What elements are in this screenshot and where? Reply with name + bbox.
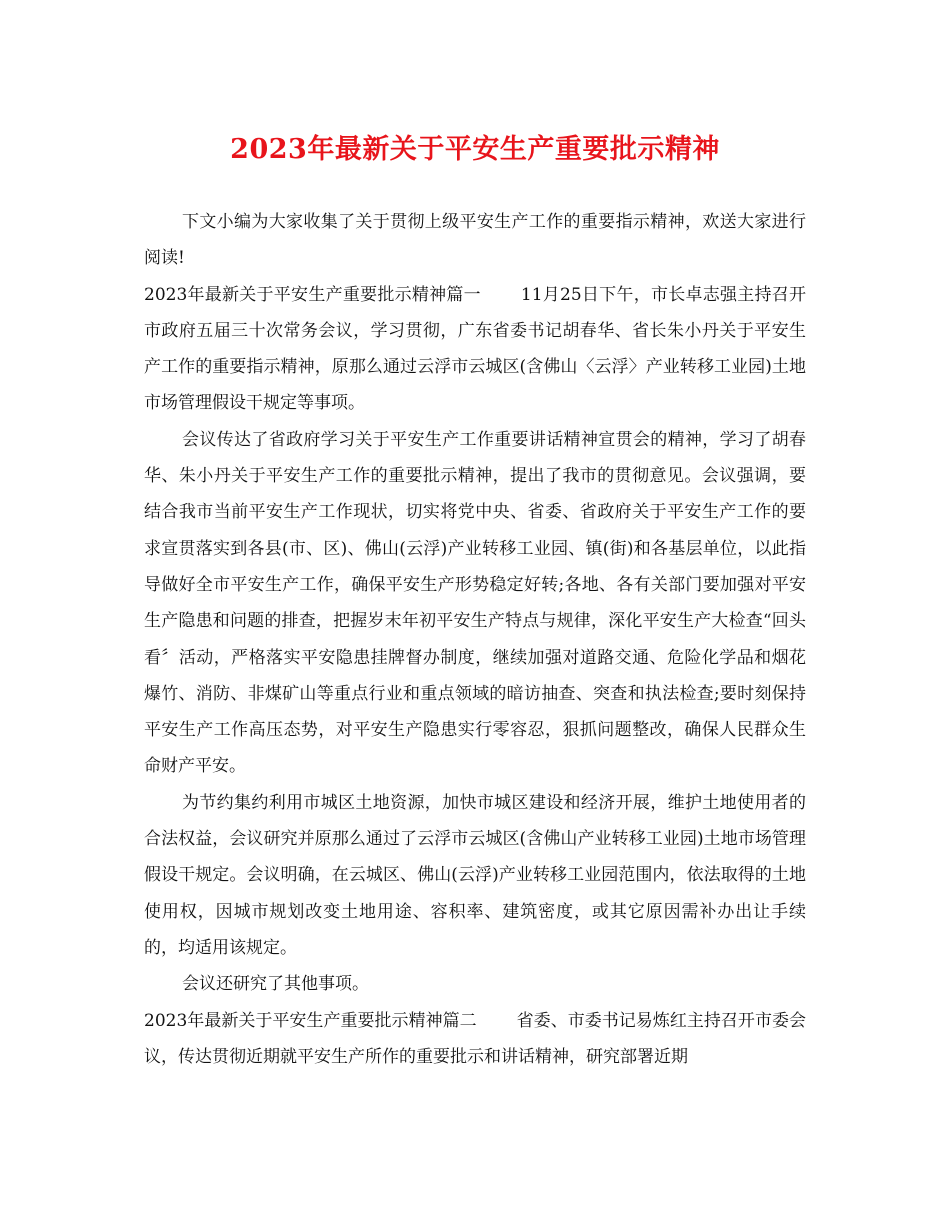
section-heading: 2023年最新关于平安生产重要批示精神篇二 [144,1010,477,1031]
paragraph-land [144,785,806,966]
paragraph-text: 会议传达了省政府学习关于平安生产工作重要讲话精神宣贯会的精神，学习了胡春华、朱小丹关于平安生产工作的重要批示精神，提出了我市的贯彻意见。会议强调，要结合我市当前平安生产工作现状，切实将党中央、省委、省政府关于平安生产工作的要求宣贯落实到各县(市、区)、佛山(云浮)产业转移工业园、镇(街)和各基层单位，以此指导做好全市平安生产工作，确保平安生产形势稳定好转;各地、各有关部门要加强对平安生产隐患和问题的排查，把握岁末年初平安生产特点与规律，深化平安生产大检查“回头看〞活动，严格落实平安隐患挂牌督办制度，继续加强对道路交通、危险化学品和烟花爆竹、消防、非煤矿山等重点行业和重点领域的暗访抽查、突查和执法检查;要时刻保持平安生产工作高压态势，对平安生产隐患实行零容忍，狠抓问题整改，确保人民群众生命财产平安。 [144,429,806,777]
paragraph-meeting [144,422,806,785]
section-heading: 2023年最新关于平安生产重要批示精神篇一 [144,284,481,305]
paragraph-other [144,966,806,1002]
document-title: 2023年最新关于平安生产重要批示精神 [230,134,720,165]
paragraph-text: 11月25日下午，市长卓志强主持召开市政府五届三十次常务会议，学习贯彻，广东省委书记胡春华、省长朱小丹关于平安生产工作的重要指示精神，原那么通过云浮市云城区(含佛山〈云浮〉产业转移工业园)土地市场管理假设干规定等事项。 [144,284,807,414]
paragraph-text: 会议还研究了其他事项。 [182,974,369,995]
paragraph-text: 省委、市委书记易炼红主持召开市委会议，传达贯彻近期就平安生产所作的重要批示和讲话精神，研究部署近期 [144,1010,806,1067]
paragraph-section-one [144,277,806,422]
paragraph-intro [144,204,806,277]
paragraph-text: 为节约集约利用市城区土地资源，加快市城区建设和经济开展，维护土地使用者的合法权益，会议研究并原那么通过了云浮市云城区(含佛山产业转移工业园)土地市场管理假设干规定。会议明确，在云城区、佛山(云浮)产业转移工业园范围内，依法取得的土地使用权，因城市规划改变土地用途、容积率、建筑密度，或其它原因需补办出让手续的，均适用该规定。 [144,792,806,958]
paragraph-text: 下文小编为大家收集了关于贯彻上级平安生产工作的重要指示精神，欢送大家进行阅读! [144,212,806,269]
document-body [144,204,806,1075]
paragraph-section-two [144,1003,806,1076]
